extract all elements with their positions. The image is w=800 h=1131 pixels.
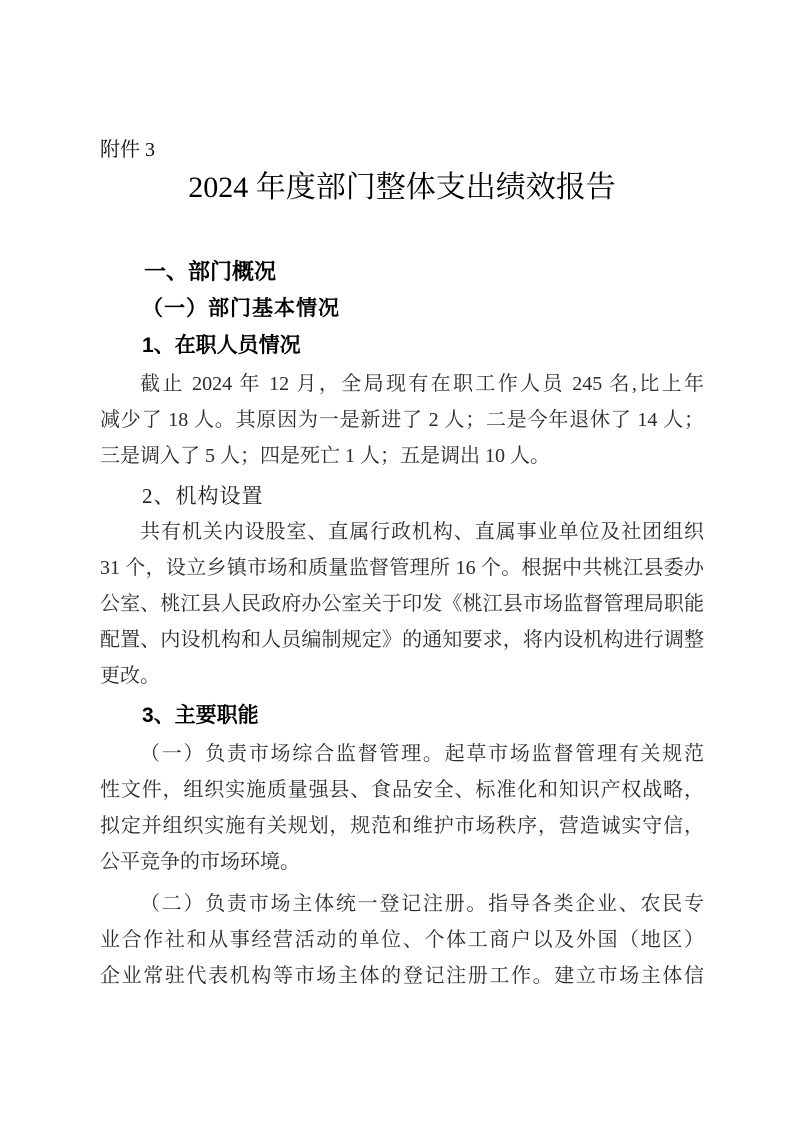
text-line: 共有机关内设股室、直属行政机构、直属事业单位及社团组织 <box>140 521 704 543</box>
text-line: 性文件，组织实施质量强县、食品安全、标准化和知识产权战略， <box>100 779 704 801</box>
document-title: 2024 年度部门整体支出绩效报告 <box>188 171 616 204</box>
heading-item-main-functions: 3、主要职能 <box>142 704 259 727</box>
text-line: 31 个，设立乡镇市场和质量监督管理所 16 个。根据中共桃江县委办 <box>100 557 704 579</box>
text-line: 企业常驻代表机构等市场主体的登记注册工作。建立市场主体信 <box>100 965 704 987</box>
heading-item-organization: 2、机构设置 <box>142 484 264 508</box>
text-line: 截止 2024 年 12 月，全局现有在职工作人员 245 名,比上年 <box>140 373 704 395</box>
text-line: 减少了 18 人。其原因为一是新进了 2 人；二是今年退休了 14 人； <box>100 409 704 431</box>
text-line: 业合作社和从事经营活动的单位、个体工商户以及外国（地区） <box>100 929 704 951</box>
paragraph-function-2 <box>100 886 704 994</box>
text-line: 三是调入了 5 人；四是死亡 1 人；五是调出 10 人。 <box>100 445 550 467</box>
heading-subsection-basic-info: （一）部门基本情况 <box>142 296 340 320</box>
document-content <box>100 132 704 994</box>
text-line: 拟定并组织实施有关规划，规范和维护市场秩序，营造诚实守信， <box>100 815 704 837</box>
text-line: 公平竞争的市场环境。 <box>100 851 300 873</box>
paragraph-function-1 <box>100 736 704 880</box>
attachment-label: 附件 3 <box>100 139 155 161</box>
text-line: 公室、桃江县人民政府办公室关于印发《桃江县市场监督管理局职能 <box>100 593 704 615</box>
text-line: 更改。 <box>100 665 160 687</box>
text-line: 配置、内设机构和人员编制规定》的通知要求，将内设机构进行调整 <box>100 629 704 651</box>
heading-section-department-overview: 一、部门概况 <box>144 259 277 284</box>
text-line: （一）负责市场综合监督管理。起草市场监督管理有关规范 <box>140 743 704 765</box>
paragraph-staffing <box>100 366 704 474</box>
paragraph-organization <box>100 514 704 694</box>
text-line: （二）负责市场主体统一登记注册。指导各类企业、农民专 <box>140 893 704 915</box>
heading-item-staffing: 1、在职人员情况 <box>142 334 301 357</box>
